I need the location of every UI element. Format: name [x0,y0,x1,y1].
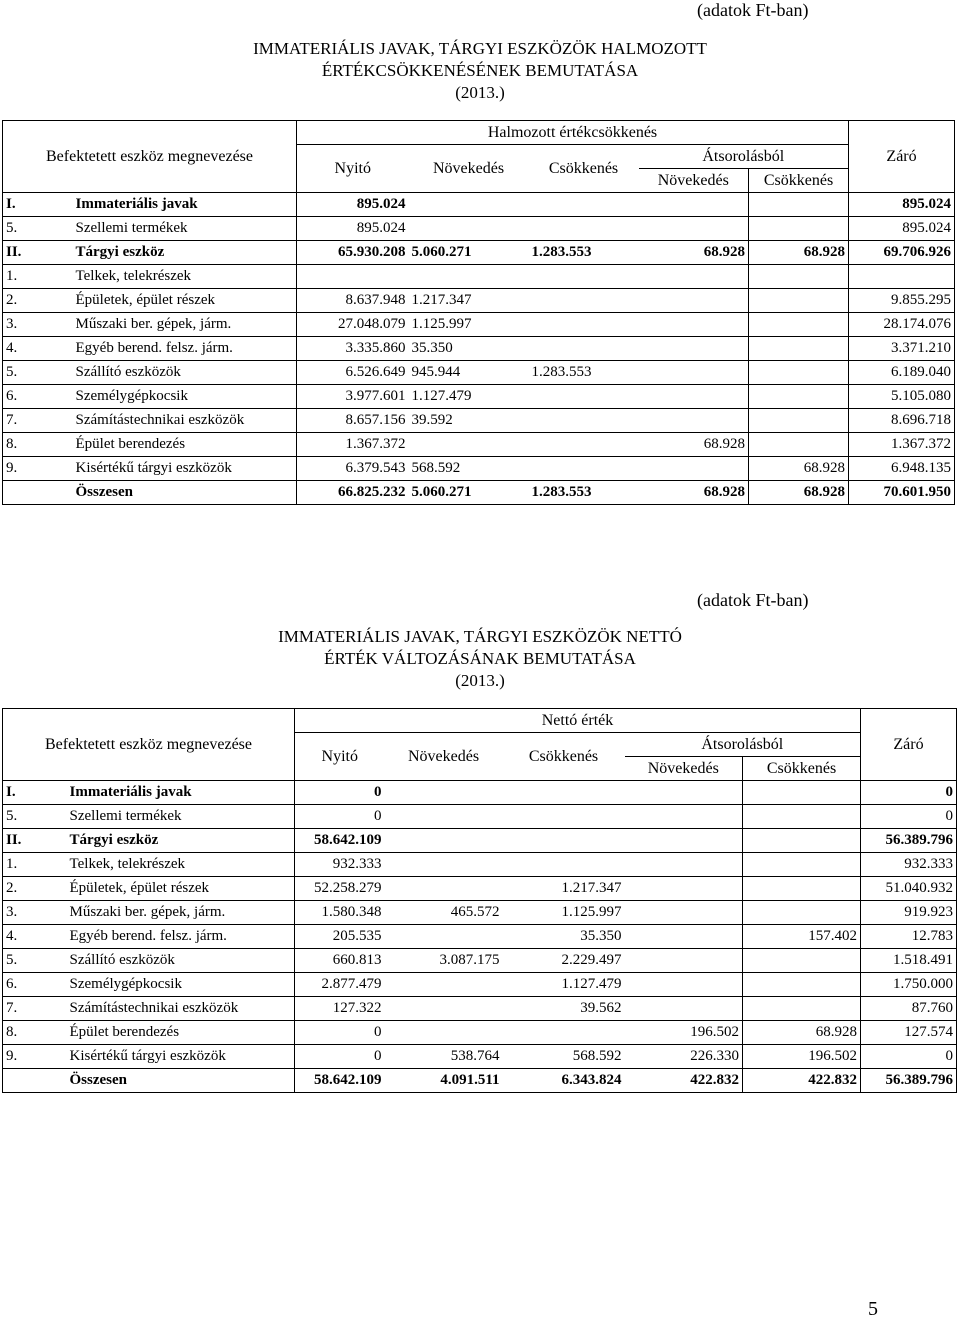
cell-no: 4. [3,337,73,361]
cell-rdec: 68.928 [743,1021,861,1045]
table-row [3,1021,957,1045]
cell-rinc: 68.928 [639,481,749,505]
cell-dec [529,409,639,433]
cell-rinc: 226.330 [625,1045,743,1069]
title-2-line-3: (2013.) [455,671,505,690]
cell-rdec [743,781,861,805]
cell-inc [385,877,503,901]
header-group: Nettó érték [295,709,861,733]
cell-no: 4. [3,925,67,949]
cell-close: 0 [861,805,957,829]
cell-inc: 945.944 [409,361,529,385]
cell-rinc [639,265,749,289]
table-row [3,829,957,853]
cell-name: Egyéb berend. felsz. járm. [73,337,297,361]
table-row [3,241,955,265]
table-row [3,313,955,337]
cell-open [297,265,409,289]
cell-close: 895.024 [849,193,955,217]
cell-close: 28.174.076 [849,313,955,337]
cell-name: Szellemi termékek [67,805,295,829]
cell-open: 6.379.543 [297,457,409,481]
cell-rinc [639,337,749,361]
title-1-line-2: ÉRTÉKCSÖKKENÉSÉNEK BEMUTATÁSA [321,61,639,80]
cell-no: 2. [3,289,73,313]
cell-dec: 1.127.479 [503,973,625,997]
cell-open: 0 [295,1045,385,1069]
cell-name: Szellemi termékek [73,217,297,241]
cell-no: 1. [3,853,67,877]
cell-name: Telkek, telekrészek [67,853,295,877]
header-reclass: Átsorolásból [625,733,861,757]
table-row [3,973,957,997]
title-1 [180,38,780,104]
cell-inc: 568.592 [409,457,529,481]
cell-no: 8. [3,1021,67,1045]
cell-open: 65.930.208 [297,241,409,265]
cell-close: 1.750.000 [861,973,957,997]
cell-no: 5. [3,805,67,829]
cell-rinc [639,409,749,433]
table-row [3,1045,957,1069]
cell-no: 7. [3,997,67,1021]
cell-name: Kisértékű tárgyi eszközök [67,1045,295,1069]
cell-rdec [743,973,861,997]
cell-no: I. [3,193,73,217]
cell-open: 127.322 [295,997,385,1021]
table-row [3,361,955,385]
cell-rdec: 68.928 [749,481,849,505]
cell-no: 9. [3,1045,67,1069]
table-row [3,409,955,433]
cell-no: 6. [3,973,67,997]
cell-dec [503,781,625,805]
title-1-line-1: IMMATERIÁLIS JAVAK, TÁRGYI ESZKÖZÖK HALMOZOTT [253,39,707,58]
cell-dec [529,265,639,289]
cell-dec: 1.283.553 [529,361,639,385]
cell-close: 87.760 [861,997,957,1021]
cell-inc [409,265,529,289]
table-row [3,265,955,289]
cell-rdec [743,829,861,853]
table-row [3,337,955,361]
cell-rdec [749,385,849,409]
header-close: Záró [849,121,955,193]
table-row [3,433,955,457]
cell-open: 932.333 [295,853,385,877]
cell-open: 6.526.649 [297,361,409,385]
cell-no: 2. [3,877,67,901]
cell-inc [385,829,503,853]
cell-inc [385,853,503,877]
cell-close: 51.040.932 [861,877,957,901]
cell-rdec [743,949,861,973]
cell-dec [529,193,639,217]
cell-close: 932.333 [861,853,957,877]
cell-inc: 538.764 [385,1045,503,1069]
cell-open: 895.024 [297,217,409,241]
cell-dec: 1.283.553 [529,241,639,265]
cell-close: 69.706.926 [849,241,955,265]
cell-open: 2.877.479 [295,973,385,997]
cell-rdec [743,877,861,901]
cell-close: 1.367.372 [849,433,955,457]
cell-open: 8.657.156 [297,409,409,433]
title-2-line-2: ÉRTÉK VÁLTOZÁSÁNAK BEMUTATÁSA [324,649,636,668]
cell-inc [385,973,503,997]
cell-inc: 35.350 [409,337,529,361]
table-row [3,901,957,925]
cell-name: Szállító eszközök [67,949,295,973]
cell-dec: 1.125.997 [503,901,625,925]
cell-close: 12.783 [861,925,957,949]
cell-close: 1.518.491 [861,949,957,973]
cell-inc: 1.125.997 [409,313,529,337]
cell-rdec [749,265,849,289]
unit-note-2: (adatok Ft-ban) [697,590,809,610]
cell-dec: 1.217.347 [503,877,625,901]
cell-rinc [639,193,749,217]
cell-name: Műszaki ber. gépek, járm. [67,901,295,925]
cell-rinc [625,877,743,901]
cell-name: Műszaki ber. gépek, járm. [73,313,297,337]
cell-close: 0 [861,1045,957,1069]
table-row [3,193,955,217]
cell-name: Összesen [67,1069,295,1093]
cell-name: Telkek, telekrészek [73,265,297,289]
cell-name: Épület berendezés [73,433,297,457]
title-1-line-3: (2013.) [455,83,505,102]
cell-name: Személygépkocsik [73,385,297,409]
header-dec: Csökkenés [503,733,625,781]
cell-dec: 35.350 [503,925,625,949]
table-row [3,877,957,901]
cell-rdec [749,289,849,313]
cell-no: 5. [3,949,67,973]
cell-no: 8. [3,433,73,457]
cell-inc [385,997,503,1021]
cell-rinc: 196.502 [625,1021,743,1045]
cell-dec [529,457,639,481]
cell-name: Immateriális javak [73,193,297,217]
cell-rdec: 422.832 [743,1069,861,1093]
cell-dec [529,217,639,241]
cell-rinc [625,925,743,949]
cell-no: II. [3,241,73,265]
title-2 [180,626,780,692]
table-row [3,1069,957,1093]
cell-close: 127.574 [861,1021,957,1045]
cell-rdec [749,433,849,457]
cell-rdec: 68.928 [749,241,849,265]
header-reclass: Átsorolásból [639,145,849,169]
cell-dec: 39.562 [503,997,625,1021]
cell-open: 8.637.948 [297,289,409,313]
cell-inc [409,193,529,217]
cell-no: I. [3,781,67,805]
cell-dec: 1.283.553 [529,481,639,505]
cell-inc [385,1021,503,1045]
table-row [3,481,955,505]
cell-open: 0 [295,781,385,805]
cell-close: 0 [861,781,957,805]
header-reclass-dec: Csökkenés [749,169,849,193]
header-group: Halmozott értékcsökkenés [297,121,849,145]
cell-name: Számítástechnikai eszközök [67,997,295,1021]
cell-close: 9.855.295 [849,289,955,313]
cell-inc: 39.592 [409,409,529,433]
cell-open: 3.977.601 [297,385,409,409]
cell-dec [503,829,625,853]
cell-inc: 5.060.271 [409,241,529,265]
cell-dec: 2.229.497 [503,949,625,973]
cell-rinc [625,829,743,853]
cell-no: 9. [3,457,73,481]
table-row [3,949,957,973]
table-row [3,385,955,409]
cell-close: 6.189.040 [849,361,955,385]
cell-rinc [639,313,749,337]
cell-dec [503,853,625,877]
cell-rinc [625,781,743,805]
cell-rdec [743,997,861,1021]
cell-open: 660.813 [295,949,385,973]
cell-dec [529,385,639,409]
cell-rdec [749,313,849,337]
cell-close: 56.389.796 [861,1069,957,1093]
table-row [3,457,955,481]
cell-open: 0 [295,805,385,829]
cell-rdec [749,217,849,241]
cell-inc [385,925,503,949]
net-value-table [2,708,957,1093]
cell-inc: 465.572 [385,901,503,925]
header-dec: Csökkenés [529,145,639,193]
cell-open: 3.335.860 [297,337,409,361]
table-row [3,853,957,877]
cell-open: 1.367.372 [297,433,409,457]
cell-open: 52.258.279 [295,877,385,901]
cell-close [849,265,955,289]
cell-rinc [625,853,743,877]
cell-name: Tárgyi eszköz [67,829,295,853]
cell-inc [385,805,503,829]
cell-rdec [749,193,849,217]
cell-no: 7. [3,409,73,433]
cell-no: 5. [3,361,73,385]
cell-no: 6. [3,385,73,409]
cell-no: 5. [3,217,73,241]
cell-inc [385,781,503,805]
cell-close: 895.024 [849,217,955,241]
cell-inc [409,433,529,457]
cell-rinc [639,457,749,481]
cell-inc: 3.087.175 [385,949,503,973]
cell-no: II. [3,829,67,853]
cell-name: Épületek, épület részek [73,289,297,313]
cell-dec [529,337,639,361]
cell-name: Szállító eszközök [73,361,297,385]
cell-dec [529,433,639,457]
cell-close: 8.696.718 [849,409,955,433]
table-row [3,925,957,949]
depreciation-table [2,120,955,505]
cell-name: Épület berendezés [67,1021,295,1045]
cell-name: Immateriális javak [67,781,295,805]
cell-open: 58.642.109 [295,829,385,853]
cell-close: 6.948.135 [849,457,955,481]
header-reclass-dec: Csökkenés [743,757,861,781]
cell-open: 895.024 [297,193,409,217]
cell-rinc [639,361,749,385]
cell-dec [503,805,625,829]
table-row [3,805,957,829]
cell-close: 3.371.210 [849,337,955,361]
header-name: Befektetett eszköz megnevezése [3,709,295,781]
title-2-line-1: IMMATERIÁLIS JAVAK, TÁRGYI ESZKÖZÖK NETTÓ [278,627,682,646]
cell-rinc [625,901,743,925]
cell-rdec [749,409,849,433]
header-name: Befektetett eszköz megnevezése [3,121,297,193]
cell-rinc [625,973,743,997]
cell-open: 205.535 [295,925,385,949]
cell-name: Egyéb berend. felsz. járm. [67,925,295,949]
cell-no: 1. [3,265,73,289]
cell-rdec [749,361,849,385]
table-row [3,781,957,805]
cell-close: 70.601.950 [849,481,955,505]
cell-close: 5.105.080 [849,385,955,409]
header-close: Záró [861,709,957,781]
cell-inc: 1.217.347 [409,289,529,313]
cell-close: 56.389.796 [861,829,957,853]
cell-dec: 568.592 [503,1045,625,1069]
cell-rdec: 68.928 [749,457,849,481]
table-row [3,997,957,1021]
cell-rdec: 157.402 [743,925,861,949]
cell-rdec [749,337,849,361]
table-row [3,217,955,241]
cell-rinc [625,997,743,1021]
cell-rinc [639,217,749,241]
table-row [3,289,955,313]
cell-dec [529,289,639,313]
cell-name: Tárgyi eszköz [73,241,297,265]
cell-rdec [743,805,861,829]
cell-rinc: 422.832 [625,1069,743,1093]
cell-close: 919.923 [861,901,957,925]
cell-no [3,1069,67,1093]
cell-name: Személygépkocsik [67,973,295,997]
cell-no [3,481,73,505]
cell-name: Számítástechnikai eszközök [73,409,297,433]
cell-open: 66.825.232 [297,481,409,505]
cell-name: Kisértékű tárgyi eszközök [73,457,297,481]
page-number: 5 [868,1298,878,1320]
cell-rdec: 196.502 [743,1045,861,1069]
cell-dec [503,1021,625,1045]
cell-name: Összesen [73,481,297,505]
header-open: Nyitó [297,145,409,193]
cell-open: 27.048.079 [297,313,409,337]
cell-inc: 5.060.271 [409,481,529,505]
cell-rinc [625,805,743,829]
cell-open: 0 [295,1021,385,1045]
header-reclass-inc: Növekedés [625,757,743,781]
cell-name: Épületek, épület részek [67,877,295,901]
header-open: Nyitó [295,733,385,781]
cell-rinc [639,289,749,313]
cell-rdec [743,853,861,877]
header-inc: Növekedés [409,145,529,193]
cell-no: 3. [3,313,73,337]
cell-rdec [743,901,861,925]
cell-inc [409,217,529,241]
cell-dec: 6.343.824 [503,1069,625,1093]
unit-note-1: (adatok Ft-ban) [697,0,809,20]
cell-open: 58.642.109 [295,1069,385,1093]
cell-rinc: 68.928 [639,241,749,265]
cell-rinc [639,385,749,409]
cell-inc: 1.127.479 [409,385,529,409]
cell-dec [529,313,639,337]
cell-open: 1.580.348 [295,901,385,925]
cell-rinc [625,949,743,973]
header-inc: Növekedés [385,733,503,781]
cell-rinc: 68.928 [639,433,749,457]
cell-inc: 4.091.511 [385,1069,503,1093]
header-reclass-inc: Növekedés [639,169,749,193]
cell-no: 3. [3,901,67,925]
